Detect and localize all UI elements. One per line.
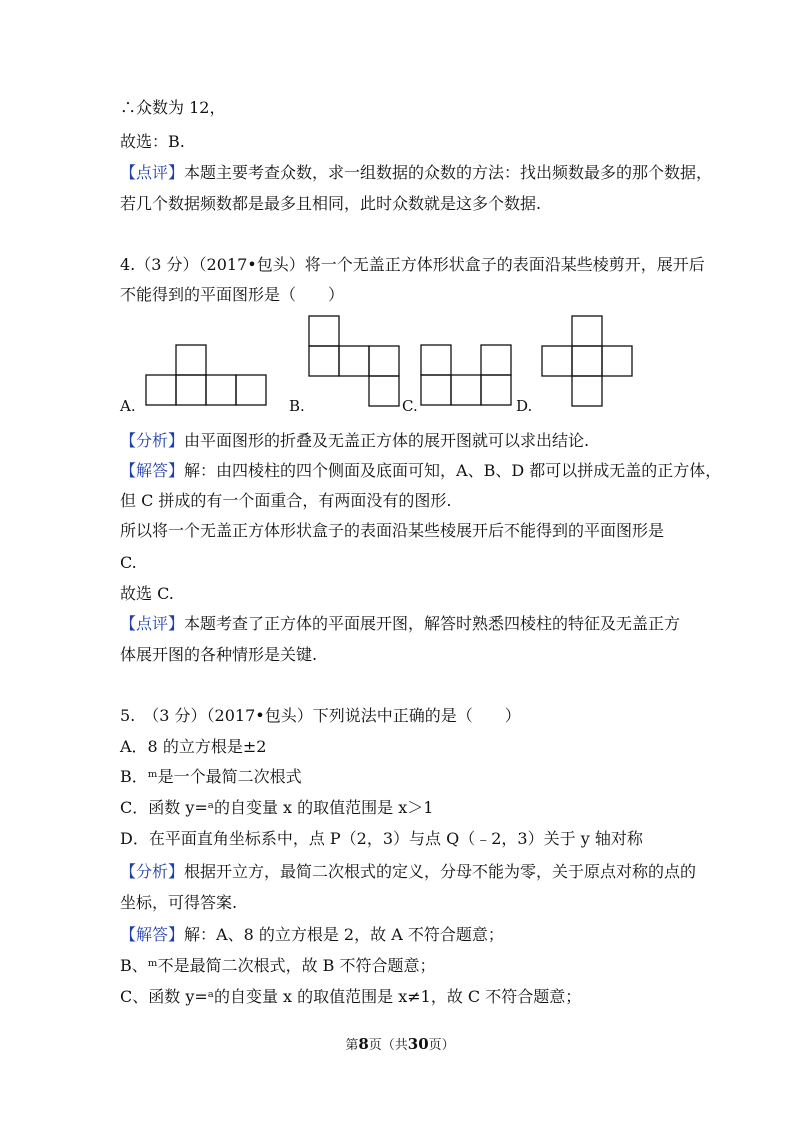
text-line: C. [120, 553, 137, 572]
solution-tag: 【解答】 [120, 925, 185, 944]
question-5-option-d: D．在平面直角坐标系中，点 P（2，3）与点 Q（﹣2，3）关于 y 轴对称 [120, 829, 643, 848]
footer-mid: 页（共 [368, 1038, 408, 1053]
solution-line [120, 460, 721, 482]
text-line: B、ᵐ不是最简二次根式，故 B 不符合题意； [120, 956, 436, 975]
text-line: 故选：B. [120, 132, 185, 151]
solution-tag: 【解答】 [120, 461, 185, 480]
solution-text: 解：A、8 的立方根是 2，故 A 不符合题意； [184, 925, 504, 944]
footer-post: 页） [428, 1038, 455, 1053]
question-5-stem: 5. （3 分）（2017•包头）下列说法中正确的是（ ） [120, 706, 521, 725]
net-figure-b [308, 315, 403, 410]
question-5-option-a: A．8 的立方根是±2 [120, 737, 267, 756]
footer-pre: 第 [345, 1038, 359, 1053]
total-pages: 30 [407, 1035, 429, 1053]
analysis-line [120, 861, 696, 883]
question-4-stem: 4.（3 分）（2017•包头）将一个无盖正方体形状盒子的表面沿某些棱剪开，展开后 [120, 255, 705, 274]
question-5-option-c: C．函数 y=ᵃ的自变量 x 的取值范围是 x＞1 [120, 798, 434, 817]
solution-text: 解：由四棱柱的四个侧面及底面可知，A、B、D 都可以拼成无盖的正方体， [184, 461, 722, 480]
text-line: 若几个数据频数都是最多且相同，此时众数就是这多个数据. [120, 194, 542, 213]
option-d-label: D. [516, 397, 533, 415]
analysis-tag: 【分析】 [120, 431, 185, 450]
question-4-stem-cont: 不能得到的平面图形是（ ） [120, 285, 345, 304]
analysis-tag: 【分析】 [120, 862, 185, 881]
page-number: 8 [358, 1035, 369, 1053]
solution-line [120, 924, 504, 946]
page-footer [0, 1034, 800, 1053]
analysis-text: 由平面图形的折叠及无盖正方体的展开图就可以求出结论. [184, 431, 590, 450]
text-line: 所以将一个无盖正方体形状盒子的表面沿某些棱展开后不能得到的平面图形是 [120, 521, 665, 540]
comment-line [120, 613, 680, 635]
analysis-line [120, 430, 589, 452]
text-line: ∴众数为 12， [120, 98, 226, 117]
analysis-text: 根据开立方，最简二次根式的定义，分母不能为零，关于原点对称的点的 [184, 862, 697, 881]
option-c-label: C. [402, 397, 418, 415]
option-b-label: B. [289, 397, 305, 415]
text-line: 坐标，可得答案. [120, 893, 238, 912]
text-line: 但 C 拼成的有一个面重合，有两面没有的图形. [120, 491, 452, 510]
text-line: C、函数 y=ᵃ的自变量 x 的取值范围是 x≠1，故 C 不符合题意； [120, 987, 582, 1006]
net-figure-a [145, 344, 270, 408]
net-figure-d [541, 315, 636, 410]
option-a-label: A. [120, 397, 136, 415]
comment-tag: 【点评】 [120, 163, 185, 182]
text-line: 故选 C. [120, 584, 174, 603]
text-line: 体展开图的各种情形是关键. [120, 645, 318, 664]
comment-text: 本题考查了正方体的平面展开图，解答时熟悉四棱柱的特征及无盖正方 [184, 614, 681, 633]
net-figure-c [420, 344, 515, 408]
question-5-option-b: B．ᵐ是一个最简二次根式 [120, 767, 302, 786]
comment-line [120, 162, 712, 184]
comment-tag: 【点评】 [120, 614, 185, 633]
comment-text: 本题主要考查众数，求一组数据的众数的方法：找出频数最多的那个数据， [184, 163, 713, 182]
